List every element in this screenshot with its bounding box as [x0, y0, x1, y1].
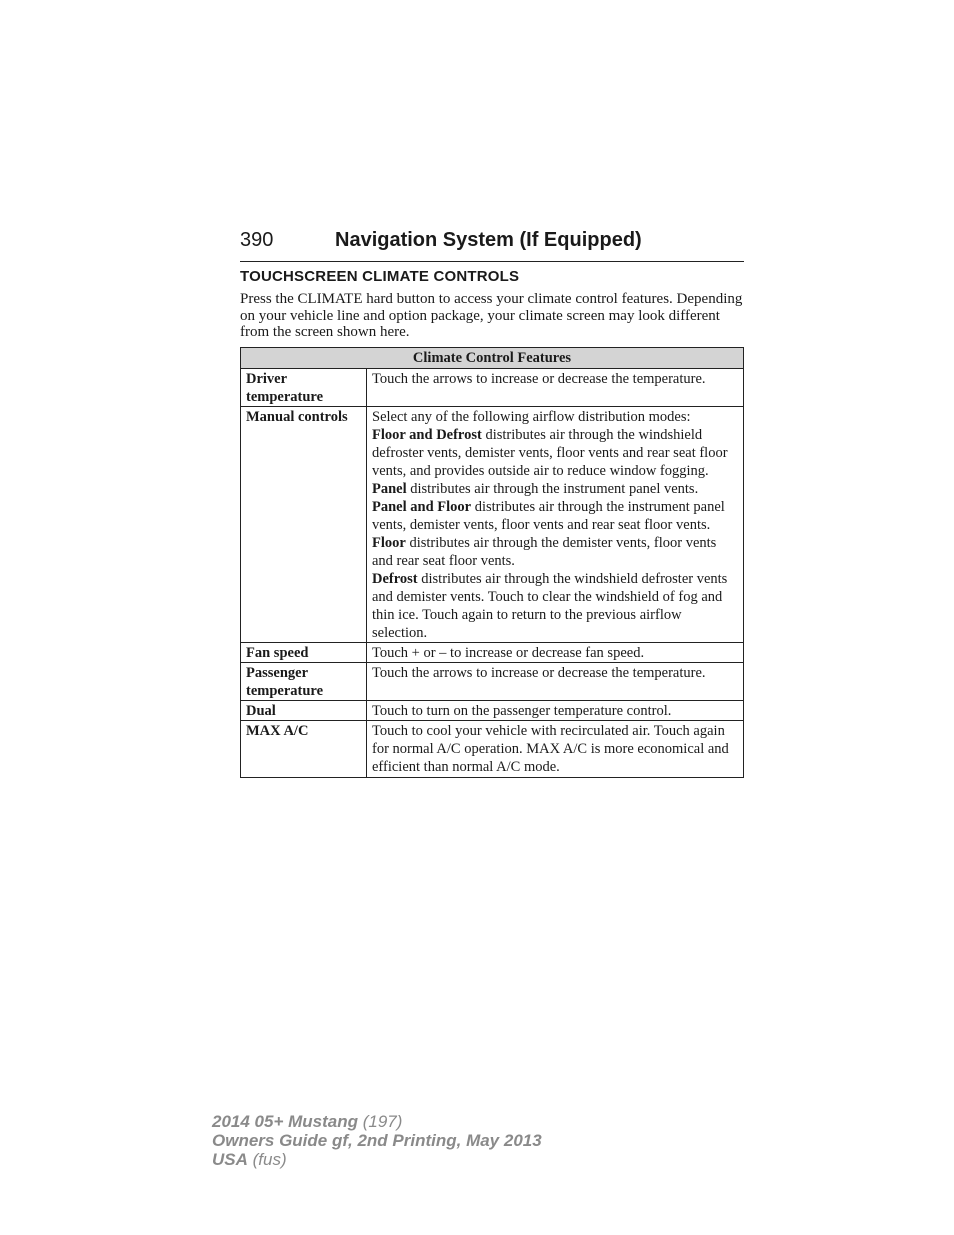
modes-intro: Select any of the following airflow distribution modes: — [372, 409, 691, 425]
table-row — [241, 407, 744, 643]
intro-paragraph: Press the CLIMATE hard button to access your climate control features. Depending on your vehicle line and option package, your climate screen may look different from the screen shown here. — [240, 291, 743, 340]
row-label: Driver temperature — [241, 369, 367, 407]
mode-item — [372, 480, 738, 498]
table-row — [241, 701, 744, 721]
mode-item — [372, 570, 738, 642]
mode-text: distributes air through the windshield defroster vents and demister vents. Touch to clear the windshield of fog and thin ice. Touch again to return to the previous airflow selection. — [372, 571, 728, 641]
footer-model: 2014 05+ Mustang — [212, 1112, 358, 1131]
row-description: Touch + or – to increase or decrease fan speed. — [367, 643, 744, 663]
row-label: Manual controls — [241, 407, 367, 643]
table-header: Climate Control Features — [241, 348, 744, 369]
page-header — [240, 229, 744, 262]
footer-market: USA — [212, 1150, 248, 1169]
row-description: Touch to turn on the passenger temperature control. — [367, 701, 744, 721]
row-label: Dual — [241, 701, 367, 721]
row-description: Touch the arrows to increase or decrease the temperature. — [367, 663, 744, 701]
footer-line — [212, 1112, 542, 1131]
mode-item — [372, 498, 738, 534]
row-description — [367, 407, 744, 643]
mode-text: distributes air through the demister vents, floor vents and rear seat floor vents. — [372, 535, 717, 569]
mode-text: distributes air through the instrument panel vents, demister vents, floor vents and rear seat floor vents. — [372, 499, 725, 533]
climate-features-table — [240, 347, 744, 778]
mode-item — [372, 534, 738, 570]
mode-item — [372, 426, 738, 480]
row-label: Passenger temperature — [241, 663, 367, 701]
row-label: Fan speed — [241, 643, 367, 663]
page-number: 390 — [240, 229, 274, 251]
table-row — [241, 369, 744, 407]
footer-page-ref: (197) — [358, 1112, 403, 1131]
row-description: Touch to cool your vehicle with recirculated air. Touch again for normal A/C operation. MAX A/C is more economical and efficient than normal A/C mode. — [367, 721, 744, 778]
table-row — [241, 643, 744, 663]
section-title: TOUCHSCREEN CLIMATE CONTROLS — [240, 268, 520, 285]
page-footer — [212, 1112, 542, 1169]
table-row — [241, 721, 744, 778]
row-label: MAX A/C — [241, 721, 367, 778]
mode-term: Panel — [372, 481, 407, 497]
mode-text: distributes air through the instrument panel vents. — [406, 481, 699, 497]
mode-term: Panel and Floor — [372, 499, 472, 515]
footer-edition: Owners Guide gf, 2nd Printing, May 2013 — [212, 1131, 542, 1150]
mode-term: Floor and Defrost — [372, 427, 482, 443]
table-row — [241, 663, 744, 701]
row-description: Touch the arrows to increase or decrease the temperature. — [367, 369, 744, 407]
mode-text: distributes air through the windshield defroster vents, demister vents, floor vents and rear seat floor vents, and provides outside air to reduce window fogging. — [372, 427, 728, 479]
chapter-title: Navigation System (If Equipped) — [335, 229, 642, 251]
mode-term: Defrost — [372, 571, 418, 587]
mode-term: Floor — [372, 535, 406, 551]
footer-market-code: (fus) — [247, 1150, 287, 1169]
footer-line — [212, 1150, 542, 1169]
